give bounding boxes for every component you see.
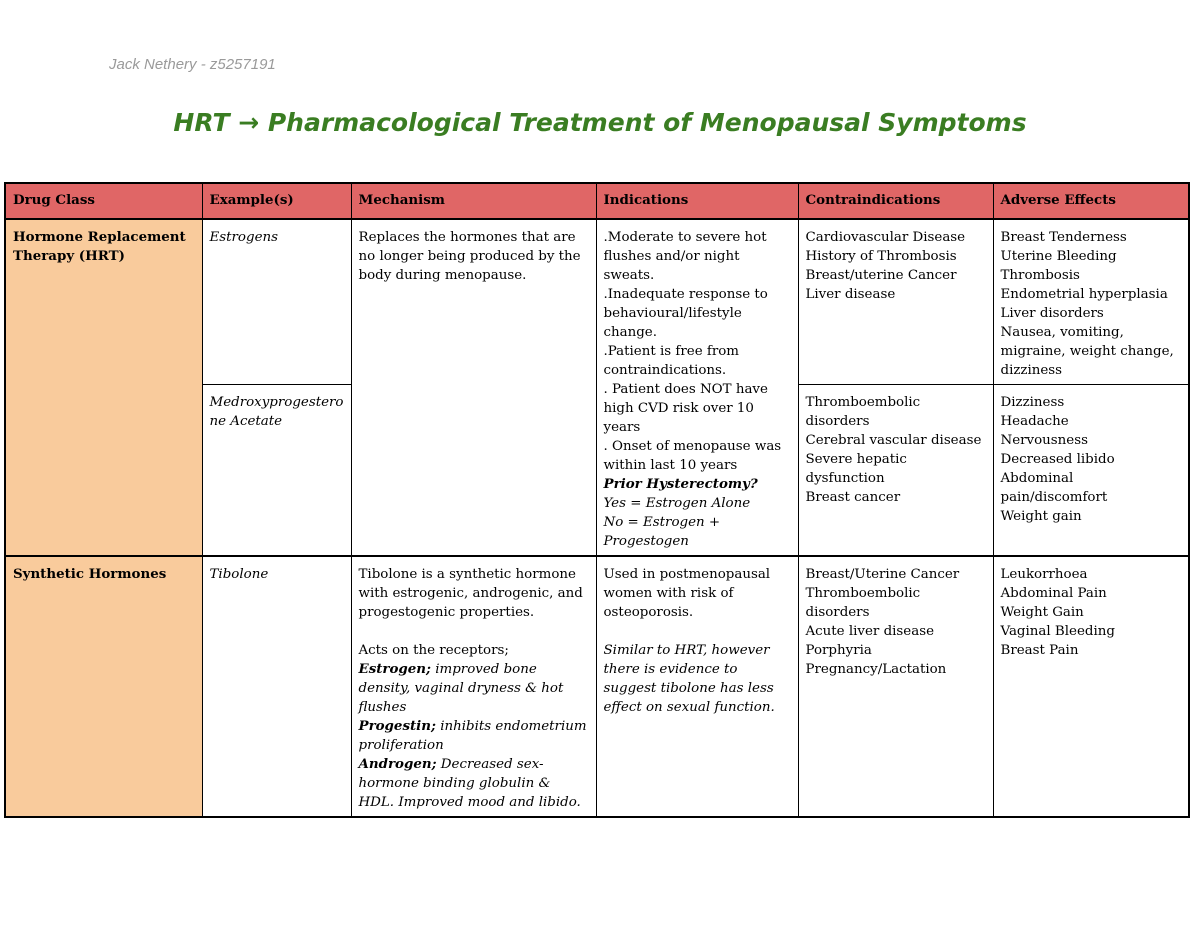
mechanism-receptors: Acts on the receptors; [358, 643, 509, 658]
list-item: Abdominal pain/discomfort [1000, 471, 1108, 505]
list-item: Headache [1000, 414, 1069, 429]
list-item: Thrombosis [1000, 268, 1080, 283]
author-name: Jack Nethery - z5257191 [109, 56, 276, 73]
page-title: HRT → Pharmacological Treatment of Menopausal Symptoms [173, 108, 1027, 137]
list-item: Liver disease [805, 287, 896, 302]
header-contraindications: Contraindications [798, 183, 993, 219]
spacer [604, 622, 791, 641]
list-item: Leukorrhoea [1000, 567, 1088, 582]
indication-item: . Onset of menopause was within last 10 years [603, 439, 782, 473]
adverse-effects-estrogens [993, 219, 1189, 385]
mechanism-intro: Tibolone is a synthetic hormone with estrogenic, androgenic, and progestogenic properties. [358, 567, 583, 620]
list-item: Breast cancer [805, 490, 901, 505]
mechanism-androgen [359, 755, 589, 812]
spacer [359, 622, 589, 641]
list-item: Vaginal Bleeding [1000, 624, 1115, 639]
list-item: History of Thrombosis [805, 249, 957, 264]
list-item: Acute liver disease [805, 624, 934, 639]
indication-item: .Patient is free from contraindications. [603, 344, 739, 378]
mechanism-estrogen [359, 660, 589, 717]
list-item: Nervousness [1000, 433, 1088, 448]
header-indications: Indications [596, 183, 798, 219]
indication-item: . Patient does NOT have high CVD risk over 10 years [603, 382, 768, 435]
list-item: Endometrial hyperplasia [1000, 287, 1168, 302]
indication-note: Similar to HRT, however there is evidence to suggest tibolone has less effect on sexual function. [603, 643, 775, 715]
header-adverse-effects: Adverse Effects [993, 183, 1189, 219]
androgen-label: Androgen; [358, 756, 437, 772]
example-tibolone: Tibolone [202, 556, 351, 817]
list-item: Liver disorders [1000, 306, 1104, 321]
contraindications-medroxyprogesterone [798, 385, 993, 557]
header-examples: Example(s) [202, 183, 351, 219]
hysterectomy-no: No = Estrogen + Progestogen [603, 515, 721, 549]
list-item: Pregnancy/Lactation [805, 662, 947, 677]
drug-class-synthetic: Synthetic Hormones [5, 556, 202, 817]
mechanism-synthetic [351, 556, 596, 817]
list-item: Weight Gain [1000, 605, 1084, 620]
contraindications-synthetic [798, 556, 993, 817]
indication-item: .Moderate to severe hot flushes and/or night sweats. [603, 230, 767, 283]
drug-table [4, 182, 1190, 818]
list-item: Thromboembolic disorders [805, 395, 921, 429]
estrogen-label: Estrogen; [358, 661, 431, 677]
estrogen-text: improved bone density, vaginal dryness & hot flushes [358, 662, 564, 715]
list-item: Dizziness [1000, 395, 1065, 410]
list-item: Breast/Uterine Cancer [805, 567, 960, 582]
list-item: Breast/uterine Cancer [805, 268, 957, 283]
table-row-hrt-estrogens [5, 219, 1189, 385]
indications-synthetic [596, 556, 798, 817]
list-item: Severe hepatic dysfunction [805, 452, 907, 486]
list-item: Abdominal Pain [1000, 586, 1107, 601]
header-drug-class: Drug Class [5, 183, 202, 219]
indication-item: .Inadequate response to behavioural/lifestyle change. [603, 287, 768, 340]
list-item: Uterine Bleeding [1000, 249, 1117, 264]
table-row-synthetic [5, 556, 1189, 817]
contraindications-estrogens [798, 219, 993, 385]
example-estrogens: Estrogens [202, 219, 351, 385]
mechanism-hrt: Replaces the hormones that are no longer being produced by the body during menopause. [351, 219, 596, 556]
list-item: Breast Tenderness [1000, 230, 1127, 245]
list-item: Decreased libido [1000, 452, 1115, 467]
list-item: Porphyria [805, 643, 872, 658]
indication-item: Used in postmenopausal women with risk of osteoporosis. [603, 567, 771, 620]
list-item: Nausea, vomiting, migraine, weight change, dizziness [1000, 325, 1174, 378]
list-item: Breast Pain [1000, 643, 1079, 658]
table-header-row [5, 183, 1189, 219]
list-item: Weight gain [1000, 509, 1082, 524]
example-medroxyprogesterone: Medroxyprogestero ne Acetate [202, 385, 351, 557]
list-item: Cerebral vascular disease [805, 433, 982, 448]
list-item: Thromboembolic disorders [805, 586, 921, 620]
adverse-effects-synthetic [993, 556, 1189, 817]
hysterectomy-question: Prior Hysterectomy? [603, 476, 758, 492]
hysterectomy-yes: Yes = Estrogen Alone [603, 496, 751, 511]
androgen-text: Decreased sex-hormone binding globulin & HDL. Improved mood and libido. [358, 757, 581, 810]
indications-hrt [596, 219, 798, 556]
drug-class-hrt: Hormone Replacement Therapy (HRT) [5, 219, 202, 556]
progestin-text: inhibits endometrium proliferation [358, 719, 587, 753]
mechanism-progestin [359, 717, 589, 755]
list-item: Cardiovascular Disease [805, 230, 966, 245]
adverse-effects-medroxyprogesterone [993, 385, 1189, 557]
header-mechanism: Mechanism [351, 183, 596, 219]
progestin-label: Progestin; [358, 718, 436, 734]
